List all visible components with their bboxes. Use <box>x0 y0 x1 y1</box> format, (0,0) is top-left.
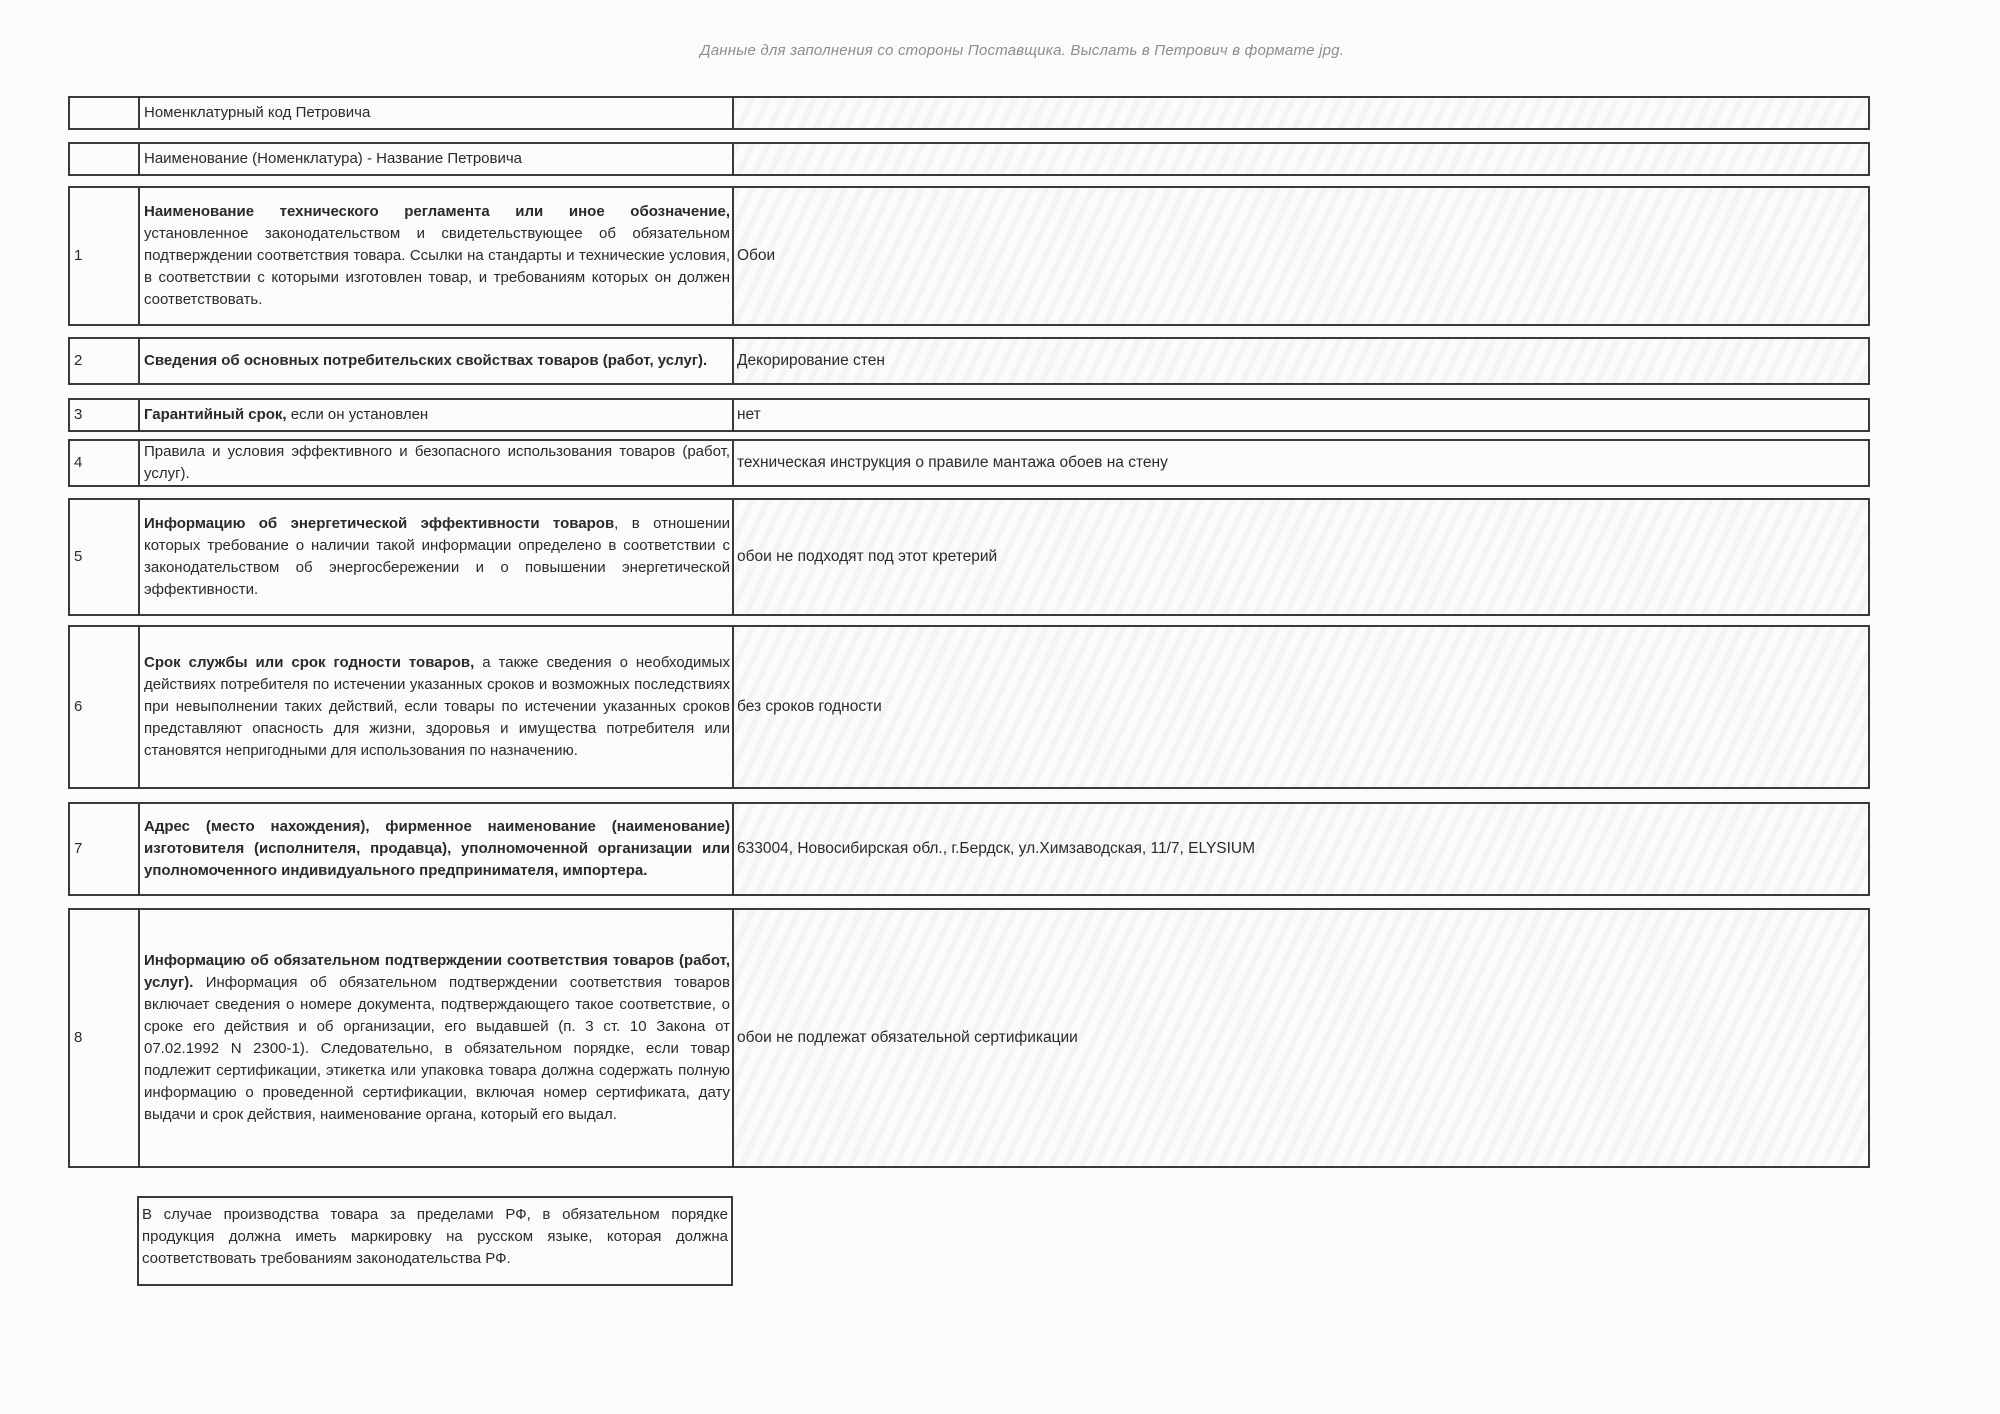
row-number: 3 <box>70 400 140 430</box>
row-value[interactable]: без сроков годности <box>734 627 1868 787</box>
row-label <box>140 98 734 128</box>
row-number: 8 <box>70 910 140 1166</box>
row-label <box>140 188 734 324</box>
row-label <box>140 400 734 430</box>
row-label-text: Наименование (Номенклатура) - Название Петровича <box>144 150 523 167</box>
row-label-bold: Адрес (место нахождения), фирменное наименование (наименование) изготовителя (исполнителя, продавца), уполномоченной организации или уполномоченного индивидуального предпринимателя, импортера. <box>144 818 730 879</box>
row-item-4 <box>68 439 1870 487</box>
row-label-bold: Информацию об энергетической эффективности товаров <box>144 515 615 532</box>
row-item-6 <box>68 625 1870 789</box>
row-label-bold: Наименование технического регламента или иное обозначение, <box>144 203 730 220</box>
row-label <box>140 910 734 1166</box>
row-value[interactable]: 633004, Новосибирская обл., г.Бердск, ул.Химзаводская, 11/7, ELYSIUM <box>734 804 1868 894</box>
row-label-bold: Срок службы или срок годности товаров, <box>144 654 475 671</box>
row-nomenclature-code <box>68 96 1870 130</box>
row-label-bold: Информацию об обязательном подтверждении соответствия товаров (работ, услуг). <box>144 952 730 991</box>
row-item-3 <box>68 398 1870 432</box>
row-value[interactable]: обои не подлежат обязательной сертификации <box>734 910 1868 1166</box>
row-number: 2 <box>70 339 140 383</box>
row-value[interactable] <box>734 98 1868 128</box>
row-label-bold: Сведения об основных потребительских свойствах товаров (работ, услуг). <box>144 352 708 369</box>
header-note: Данные для заполнения со стороны Поставщика. Выслать в Петрович в формате jpg. <box>700 42 1345 59</box>
row-value[interactable]: Обои <box>734 188 1868 324</box>
row-number <box>70 98 140 128</box>
row-label <box>140 144 734 174</box>
row-label-text: , в отношении которых требование о наличии такой информации определено в соответствии с законодательством об энергосбережении и о повышении энергетической эффективности. <box>144 515 730 598</box>
row-item-5 <box>68 498 1870 616</box>
row-item-1 <box>68 186 1870 326</box>
row-label-text: если он установлен <box>286 406 429 423</box>
row-label-text: установленное законодательством и свидетельствующее об обязательном подтверждении соответствия товара. Ссылки на стандарты и технические условия, в соответствии с которыми изготовлен товар, и требованиям которых он должен соответствовать. <box>144 225 730 308</box>
row-number <box>70 144 140 174</box>
row-value[interactable]: Декорирование стен <box>734 339 1868 383</box>
row-label <box>140 500 734 614</box>
row-label-bold: Гарантийный срок, <box>144 406 287 423</box>
row-label <box>140 627 734 787</box>
row-value[interactable]: обои не подходят под этот кретерий <box>734 500 1868 614</box>
row-label-text: Правила и условия эффективного и безопасного использования товаров (работ, услуг). <box>144 443 730 482</box>
row-value[interactable] <box>734 144 1868 174</box>
row-label-text: Номенклатурный код Петровича <box>144 104 371 121</box>
row-number: 7 <box>70 804 140 894</box>
row-number: 1 <box>70 188 140 324</box>
row-nomenclature-name <box>68 142 1870 176</box>
row-number: 6 <box>70 627 140 787</box>
row-label <box>140 441 734 485</box>
row-label <box>140 804 734 894</box>
row-value[interactable]: техническая инструкция о правиле мантажа обоев на стену <box>734 441 1868 485</box>
row-item-2 <box>68 337 1870 385</box>
row-item-7 <box>68 802 1870 896</box>
row-number: 4 <box>70 441 140 485</box>
row-number: 5 <box>70 500 140 614</box>
row-item-8 <box>68 908 1870 1168</box>
row-label <box>140 339 734 383</box>
row-value[interactable]: нет <box>734 400 1868 430</box>
row-label-text: Информация об обязательном подтверждении соответствия товаров включает сведения о номере документа, подтверждающего такое соответствие, о сроке его действия и об организации, его выдавшей (п. 3 ст. 10 Закона от 07.02.1992 N 2300-1). Следовательно, в обязательном порядке, если товар подлежит сертификации, этикетка или упаковка товара должна содержать полную информацию о проведенной сертификации, включая номер сертификата, дату выдачи и срок действия, наименование органа, который его выдал. <box>144 974 730 1123</box>
footer-note: В случае производства товара за пределами РФ, в обязательном порядке продукция должна иметь маркировку на русском языке, которая должна соответствовать требованиям законодательства РФ. <box>137 1196 733 1286</box>
row-label-text: а также сведения о необходимых действиях потребителя по истечении указанных сроков и возможных последствиях при невыполнении таких действий, если товары по истечении указанных сроков представляют опасность для жизни, здоровья и имущества потребителя или становятся непригодными для использования по назначению. <box>144 654 730 759</box>
